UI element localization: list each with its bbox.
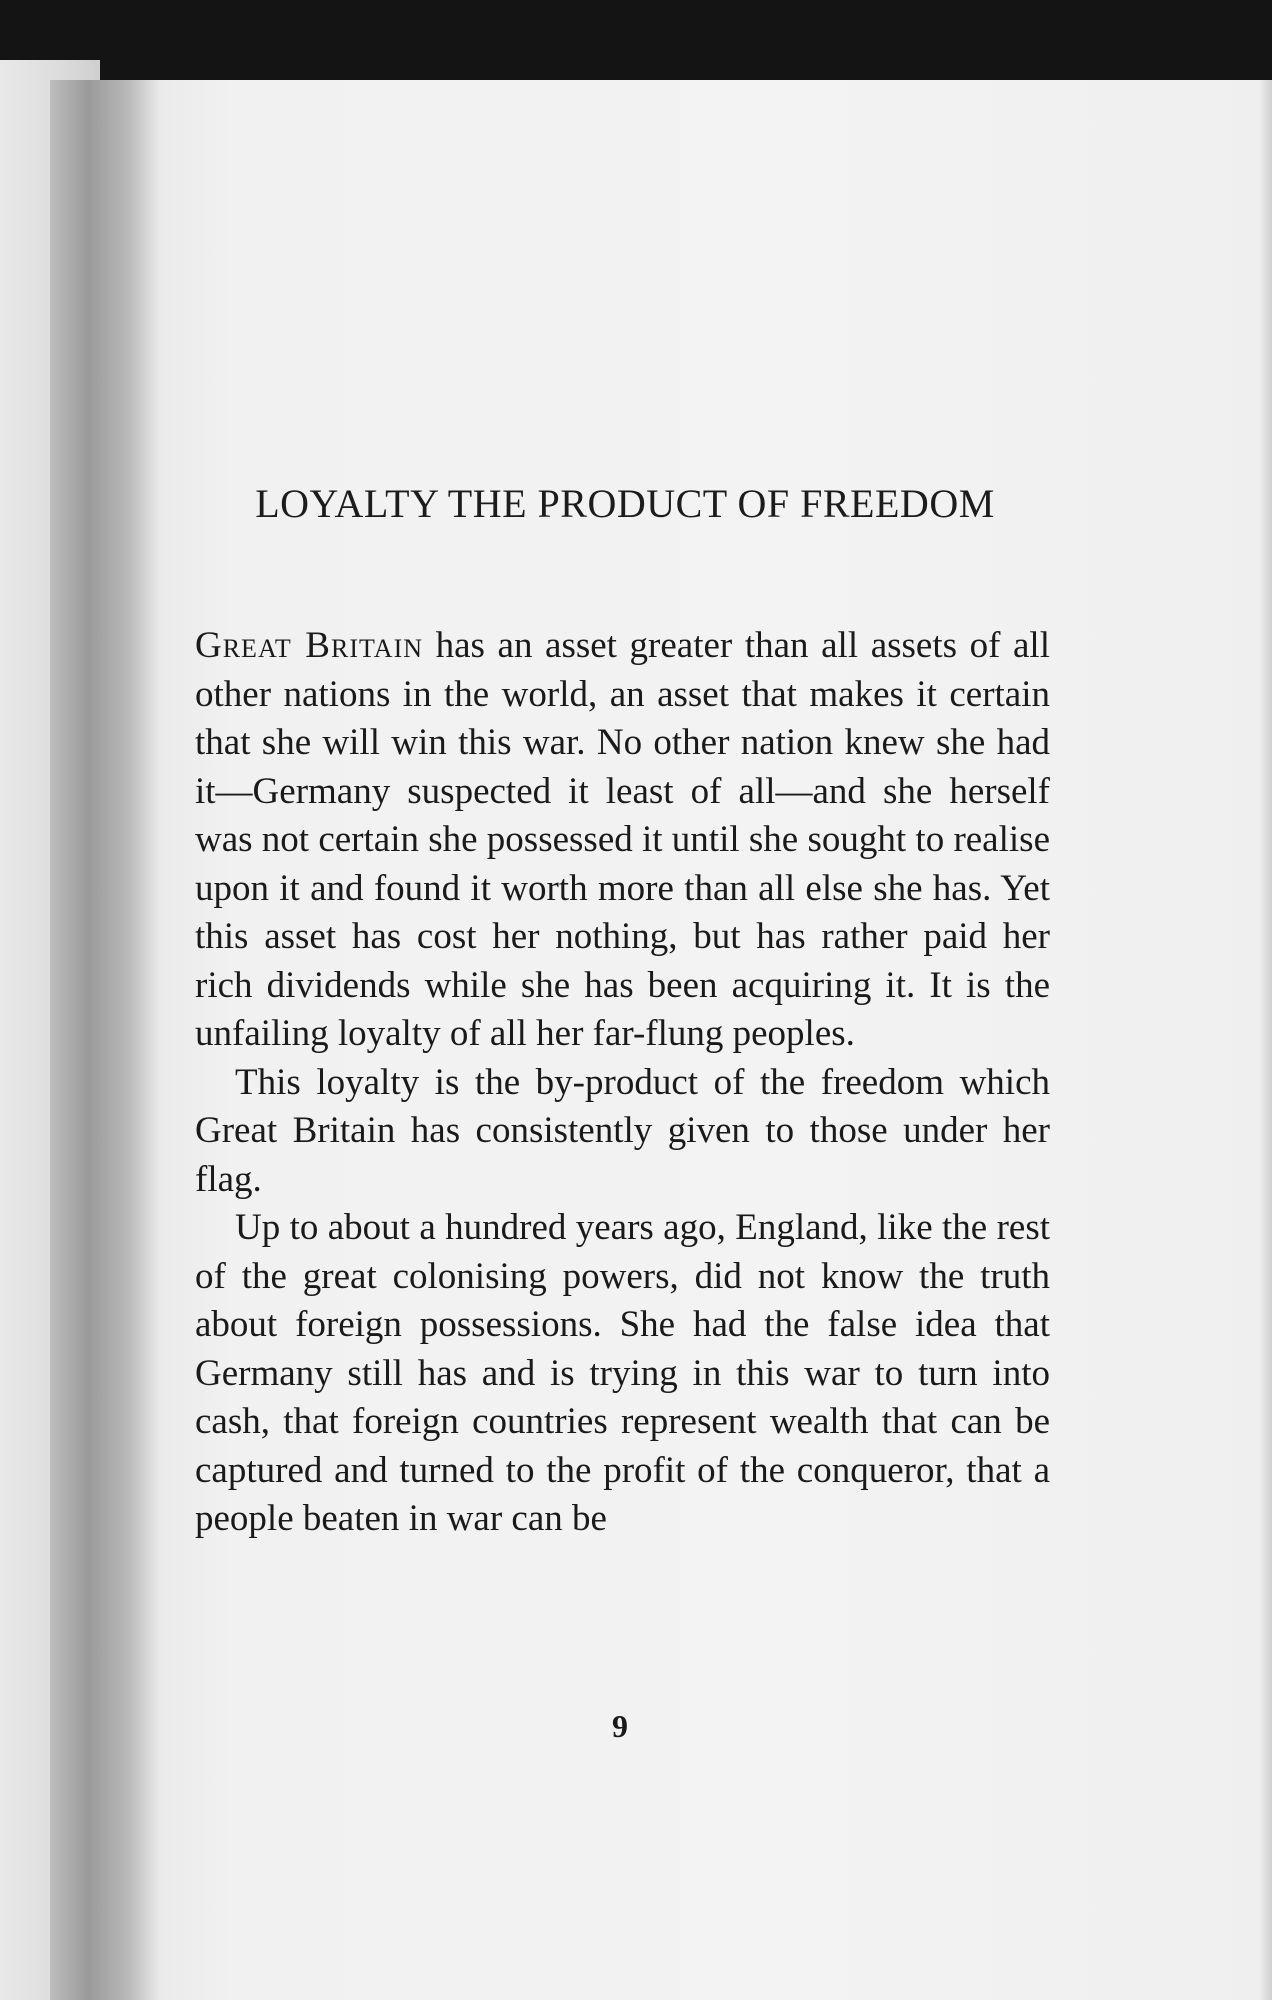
page-number: 9 xyxy=(612,1708,628,1744)
paragraph-3: Up to about a hundred years ago, England, like the rest of the great colonising powers, did not know the truth about foreign possessions. She had the false idea that Germany still has and is trying in this war to turn into cash, that foreign countries represent wealth that can be captured and turned to the profit of the conqueror, that a people beaten in war can be xyxy=(195,1207,1050,1539)
body-text xyxy=(195,622,1050,1544)
gutter-shadow xyxy=(50,80,160,2000)
paragraph-lead-words: Great Britain xyxy=(195,625,424,666)
paragraph-1-text: has an asset greater than all assets of all other nations in the world, an asset that makes it certain that she will win this war. No other nation knew she had it—Germany suspected it least of all—and she herself was not certain she possessed it until she sought to realise upon it and found it worth more than all else she has. Yet this asset has cost her nothing, but has rather paid her rich dividends while she has been acquiring it. It is the unfailing loyalty of all her far-flung peoples. xyxy=(195,625,1050,1054)
scan-top-border xyxy=(0,0,1272,88)
chapter-title: LOYALTY THE PRODUCT OF FREEDOM xyxy=(255,481,995,526)
page-right-edge xyxy=(1258,80,1272,2000)
paragraph-1 xyxy=(195,622,1050,1059)
paragraph-2: This loyalty is the by-product of the freedom which Great Britain has consistently given to those under her flag. xyxy=(195,1061,1050,1200)
